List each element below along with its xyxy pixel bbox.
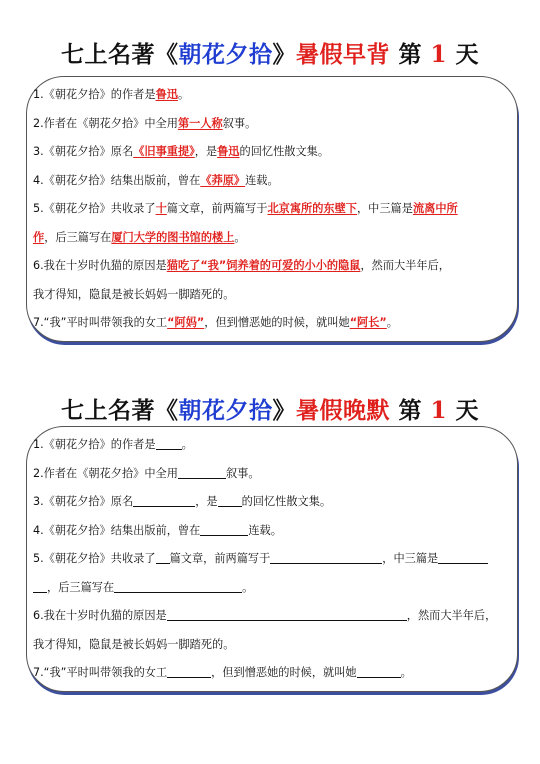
- answer-blank[interactable]: [33, 580, 47, 593]
- answer-text: 鲁迅: [217, 145, 240, 158]
- answer-blank[interactable]: [438, 551, 488, 564]
- question-line: [33, 488, 509, 517]
- answer-blank[interactable]: [167, 665, 211, 678]
- question-text: 连载。: [248, 523, 282, 537]
- question-text: 6.我在十岁时仇猫的原因是: [33, 609, 167, 622]
- question-text: ，是: [195, 495, 218, 508]
- answer-blank[interactable]: [270, 551, 382, 564]
- question-text: ，但到憎恶她的时候，就叫她: [204, 316, 350, 329]
- question-text: ，后三篇写在: [44, 230, 112, 244]
- question-line: [33, 602, 509, 631]
- question-text: 6.我在十岁时仇猫的原因是: [33, 259, 167, 272]
- question-text: 2.作者在《朝花夕拾》中全用: [33, 466, 178, 480]
- answer-text: 猫吃了“我”饲养着的可爱的小小的隐鼠: [166, 259, 361, 272]
- answer-text: 《莽原》: [200, 173, 246, 187]
- question-line: [33, 574, 509, 603]
- answer-text: 北京寓所的东壁下: [267, 202, 357, 215]
- answer-blank[interactable]: [133, 494, 195, 507]
- question-text: 。: [177, 88, 190, 101]
- book-title: 朝花夕拾: [178, 397, 273, 424]
- question-text: 2.作者在《朝花夕拾》中全用: [33, 116, 178, 130]
- question-line: [33, 545, 509, 574]
- question-text: 1.《朝花夕拾》的作者是: [33, 438, 156, 451]
- answer-blank[interactable]: [218, 494, 242, 507]
- question-line: [33, 431, 509, 460]
- answer-text: 流离中所: [412, 202, 458, 215]
- answer-text: “阿长”: [349, 316, 387, 329]
- question-text: ，但到憎恶她的时候，就叫她: [211, 666, 357, 679]
- task-label: 暑假早背: [295, 41, 390, 68]
- question-text: 3.《朝花夕拾》原名: [33, 495, 134, 508]
- question-text: 。: [234, 230, 246, 244]
- question-line: [33, 195, 509, 224]
- answer-text: 作: [33, 230, 45, 244]
- answer-box: [26, 76, 518, 342]
- answer-text: 《旧事重提》: [133, 145, 195, 158]
- question-text: ，中三篇是: [356, 202, 413, 215]
- answer-blank[interactable]: [114, 580, 242, 593]
- question-line: [33, 138, 509, 167]
- question-text: 4.《朝花夕拾》结集出版前，曾在: [33, 173, 201, 187]
- answer-text: 十: [155, 202, 167, 215]
- question-text: ，后三篇写在: [47, 580, 115, 594]
- question-text: 4.《朝花夕拾》结集出版前，曾在: [33, 523, 201, 537]
- question-text: 的回忆性散文集。: [241, 495, 332, 508]
- question-line: [33, 224, 509, 253]
- question-text: 7.“我”平时叫带领我的女工: [33, 666, 168, 679]
- day-number: 1: [430, 41, 447, 68]
- answer-text: “阿妈”: [167, 316, 205, 329]
- question-line: [33, 460, 509, 489]
- question-text: 篇文章，前两篇写于: [166, 202, 268, 215]
- question-line: [33, 631, 509, 660]
- day-number: 1: [430, 397, 447, 424]
- answer-text: 厦门大学的图书馆的楼上: [111, 230, 235, 244]
- answer-blank[interactable]: [156, 437, 182, 450]
- question-line: [33, 281, 509, 310]
- answer-text: 第一人称: [177, 116, 223, 130]
- section-title: 七上名著《朝花夕拾》暑假晚默 第 1 天: [60, 397, 480, 424]
- question-text: 。: [181, 438, 193, 451]
- question-text: ，然而大半年后，: [406, 609, 497, 622]
- question-text: 叙事。: [225, 466, 260, 480]
- book-title: 朝花夕拾: [178, 41, 273, 68]
- question-line: [33, 167, 509, 196]
- section-title: 七上名著《朝花夕拾》暑假早背 第 1 天: [60, 41, 480, 68]
- question-text: 7.“我”平时叫带领我的女工: [33, 316, 168, 329]
- question-text: 我才得知，隐鼠是被长妈妈一脚踏死的。: [33, 287, 235, 301]
- quiz-box: [26, 426, 518, 692]
- question-line: [33, 659, 509, 688]
- question-text: 。: [386, 316, 398, 329]
- answer-blank[interactable]: [156, 551, 170, 564]
- question-text: ，是: [194, 145, 218, 158]
- question-text: 3.《朝花夕拾》原名: [33, 145, 134, 158]
- question-text: ，中三篇是: [382, 552, 439, 565]
- question-list: [33, 81, 509, 338]
- answer-text: 鲁迅: [155, 88, 178, 101]
- task-label: 暑假晚默: [295, 397, 390, 424]
- question-line: [33, 517, 509, 546]
- question-text: ，然而大半年后，: [360, 259, 450, 272]
- question-text: 叙事。: [222, 116, 257, 130]
- answer-blank[interactable]: [200, 523, 248, 536]
- question-text: 1.《朝花夕拾》的作者是: [33, 88, 156, 101]
- question-text: 5.《朝花夕拾》共收录了: [33, 202, 156, 215]
- answer-blank[interactable]: [167, 608, 407, 621]
- question-text: 连载。: [245, 173, 279, 187]
- question-line: [33, 81, 509, 110]
- question-text: 5.《朝花夕拾》共收录了: [33, 552, 156, 565]
- question-text: 篇文章，前两篇写于: [169, 552, 271, 565]
- question-text: 。: [242, 580, 254, 594]
- question-list: [33, 431, 509, 688]
- question-line: [33, 110, 509, 139]
- question-text: 。: [400, 666, 412, 679]
- answer-blank[interactable]: [357, 665, 401, 678]
- question-line: [33, 309, 509, 338]
- question-line: [33, 252, 509, 281]
- question-text: 的回忆性散文集。: [239, 145, 330, 158]
- answer-blank[interactable]: [178, 466, 226, 479]
- question-text: 我才得知，隐鼠是被长妈妈一脚踏死的。: [33, 637, 235, 651]
